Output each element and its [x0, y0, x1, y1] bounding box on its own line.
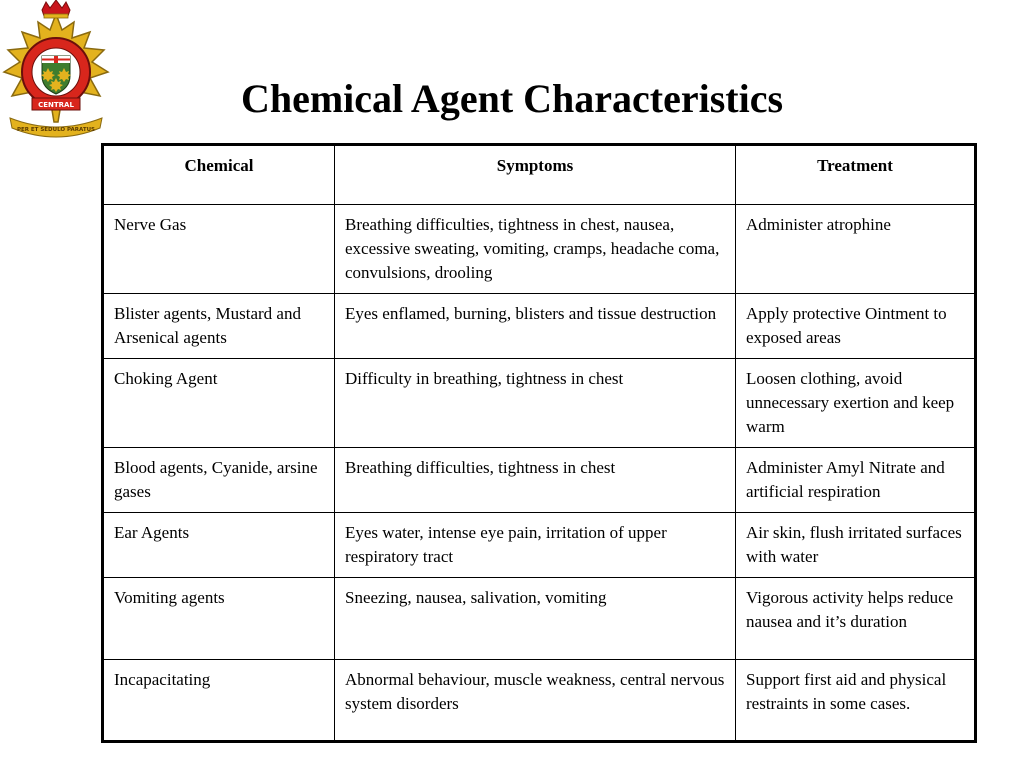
header-chemical: Chemical [103, 145, 335, 205]
cell-treatment: Vigorous activity helps reduce nausea and it’s duration [736, 578, 976, 660]
cell-chemical: Ear Agents [103, 513, 335, 578]
crown-icon [42, 0, 70, 18]
chemical-agents-table [101, 143, 977, 743]
cell-symptoms: Breathing difficulties, tightness in chest, nausea, excessive sweating, vomiting, cramps, headache coma, convulsions, drooling [335, 205, 736, 294]
table-row [103, 660, 976, 742]
cell-symptoms: Breathing difficulties, tightness in chest [335, 448, 736, 513]
cell-symptoms: Eyes water, intense eye pain, irritation of upper respiratory tract [335, 513, 736, 578]
header-symptoms: Symptoms [335, 145, 736, 205]
table-row [103, 578, 976, 660]
cell-treatment: Loosen clothing, avoid unnecessary exertion and keep warm [736, 359, 976, 448]
cell-treatment: Air skin, flush irritated surfaces with water [736, 513, 976, 578]
cell-symptoms: Difficulty in breathing, tightness in chest [335, 359, 736, 448]
cell-chemical: Vomiting agents [103, 578, 335, 660]
crest-logo [0, 0, 112, 146]
svg-text:PER ET SEDULO PARATUS: PER ET SEDULO PARATUS [16, 127, 96, 133]
cell-symptoms: Abnormal behaviour, muscle weakness, central nervous system disorders [335, 660, 736, 742]
table-row [103, 205, 976, 294]
table-row [103, 448, 976, 513]
cell-treatment: Administer Amyl Nitrate and artificial respiration [736, 448, 976, 513]
cell-chemical: Incapacitating [103, 660, 335, 742]
svg-text:CENTRAL: CENTRAL [38, 101, 74, 109]
cell-treatment: Support first aid and physical restraints in some cases. [736, 660, 976, 742]
slide-title: Chemical Agent Characteristics [240, 76, 784, 121]
agents-table-container [101, 143, 974, 743]
cell-symptoms: Eyes enflamed, burning, blisters and tissue destruction [335, 294, 736, 359]
cell-symptoms: Sneezing, nausea, salivation, vomiting [335, 578, 736, 660]
cell-treatment: Apply protective Ointment to exposed areas [736, 294, 976, 359]
header-treatment: Treatment [736, 145, 976, 205]
table-row [103, 359, 976, 448]
table-header-row [103, 145, 976, 205]
cell-chemical: Blood agents, Cyanide, arsine gases [103, 448, 335, 513]
cell-chemical: Blister agents, Mustard and Arsenical agents [103, 294, 335, 359]
table-row [103, 294, 976, 359]
table-row [103, 513, 976, 578]
cell-treatment: Administer atrophine [736, 205, 976, 294]
cell-chemical: Choking Agent [103, 359, 335, 448]
cell-chemical: Nerve Gas [103, 205, 335, 294]
